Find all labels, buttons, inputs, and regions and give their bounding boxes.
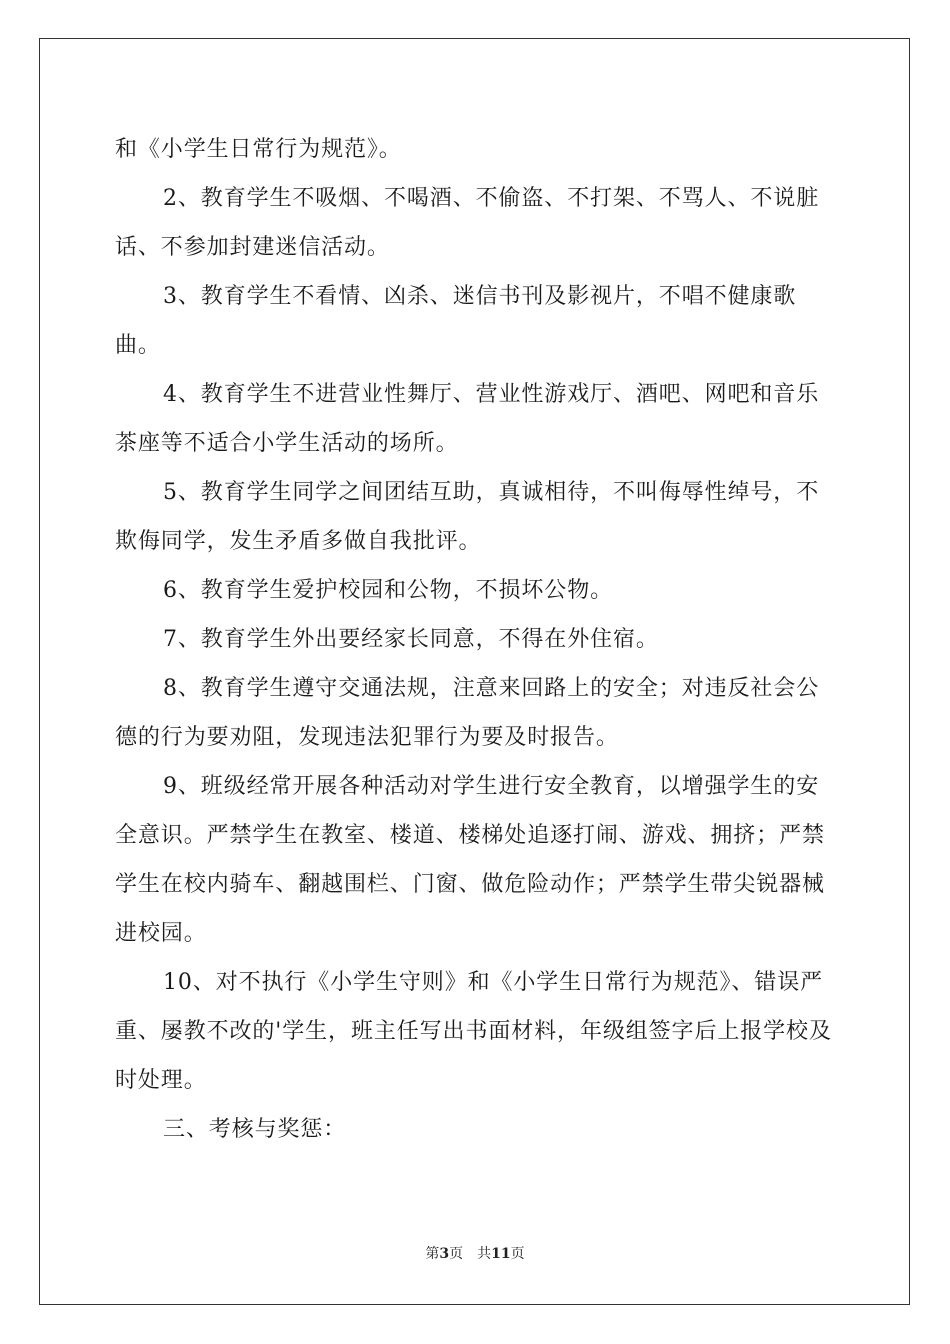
page-suffix: 页	[449, 1246, 464, 1262]
paragraph: 和《小学生日常行为规范》。	[115, 137, 402, 162]
paragraph: 4、教育学生不进营业性舞厅、营业性游戏厅、酒吧、网吧和音乐茶座等不适合小学生活动的场所。	[115, 382, 820, 456]
paragraph: 9、班级经常开展各种活动对学生进行安全教育，以增强学生的安全意识。严禁学生在教室、楼道、楼梯处追逐打闹、游戏、拥挤；严禁学生在校内骑车、翻越围栏、门窗、做危险动作；严禁学生带尖锐器械进校园。	[115, 774, 825, 946]
page-footer	[0, 1244, 950, 1264]
paragraph: 3、教育学生不看情、凶杀、迷信书刊及影视片，不唱不健康歌曲。	[115, 284, 797, 358]
paragraph: 10、对不执行《小学生守则》和《小学生日常行为规范》、错误严重、屡教不改的'学生，班主任写出书面材料，年级组签字后上报学校及时处理。	[115, 970, 832, 1093]
page-number: 3	[439, 1246, 450, 1262]
page-prefix: 第	[425, 1246, 440, 1262]
document-body	[115, 125, 835, 1154]
total-pages: 11	[491, 1246, 511, 1262]
total-prefix: 共	[477, 1246, 492, 1262]
paragraph: 8、教育学生遵守交通法规，注意来回路上的安全；对违反社会公德的行为要劝阻，发现违法犯罪行为要及时报告。	[115, 676, 820, 750]
paragraph: 2、教育学生不吸烟、不喝酒、不偷盗、不打架、不骂人、不说脏话、不参加封建迷信活动。	[115, 186, 820, 260]
paragraph: 5、教育学生同学之间团结互助，真诚相待，不叫侮辱性绰号，不欺侮同学，发生矛盾多做自我批评。	[115, 480, 820, 554]
total-suffix: 页	[510, 1246, 525, 1262]
paragraph: 6、教育学生爱护校园和公物，不损坏公物。	[163, 578, 613, 603]
paragraph: 7、教育学生外出要经家长同意，不得在外住宿。	[163, 627, 659, 652]
paragraph: 三、考核与奖惩：	[163, 1117, 347, 1142]
